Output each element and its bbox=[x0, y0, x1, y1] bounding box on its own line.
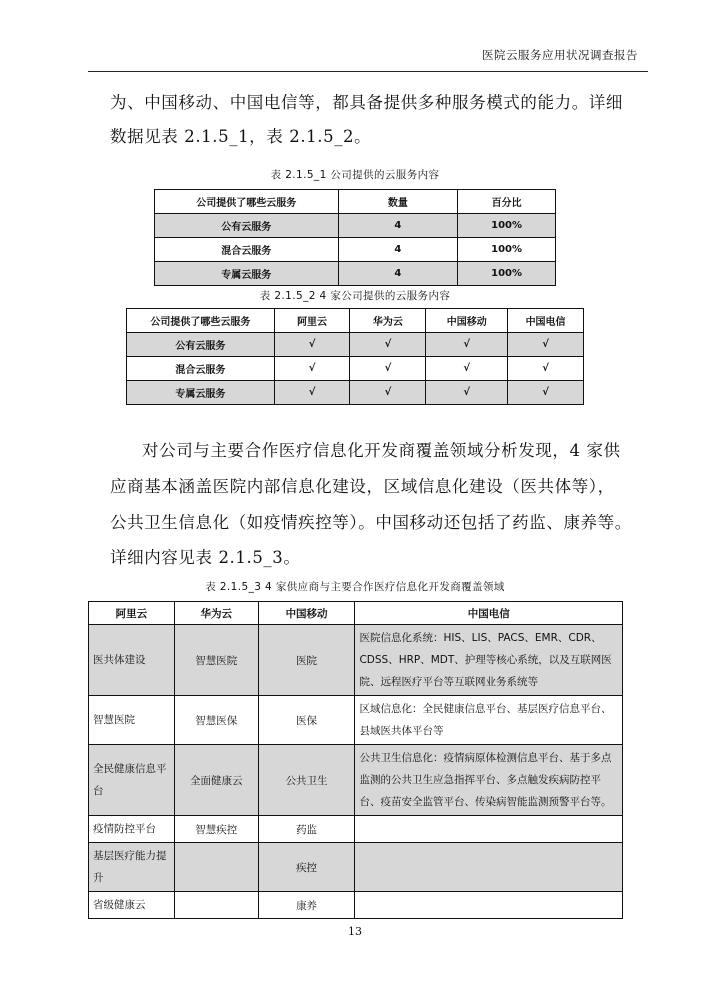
header-cell: 华为云 bbox=[174, 602, 258, 625]
header-cell: 华为云 bbox=[350, 309, 426, 333]
header-cell: 中国移动 bbox=[426, 309, 508, 333]
check-cell: √ bbox=[350, 381, 426, 405]
check-cell: √ bbox=[274, 357, 350, 381]
table-cell: 4 bbox=[338, 262, 458, 286]
table-cell: 医院信息化系统：HIS、LIS、PACS、EMR、CDR、CDSS、HRP、MDT、护理等核心系统，以及互联网医院、远程医疗平台等互联网业务系统等 bbox=[355, 625, 623, 696]
header-cell: 百分比 bbox=[458, 190, 556, 214]
table-cell: 医保 bbox=[258, 696, 355, 745]
table-cell: 区域信息化：全民健康信息平台、基层医疗信息平台、县域医共体平台等 bbox=[355, 696, 623, 745]
body-line-3: 公共卫生信息化（如疫情疾控等）。中国移动还包括了药监、康养等。 bbox=[110, 513, 632, 532]
table-cell: 4 bbox=[338, 214, 458, 238]
header-cell: 中国电信 bbox=[355, 602, 623, 625]
body-line-1: 对公司与主要合作医疗信息化开发商覆盖领域分析发现，4 家供 bbox=[142, 441, 621, 460]
table-row bbox=[89, 745, 623, 816]
table-cell: 混合云服务 bbox=[155, 238, 339, 262]
table-row bbox=[155, 214, 556, 238]
table-cell: 疫情防控平台 bbox=[89, 816, 175, 843]
header-cell: 中国电信 bbox=[508, 309, 584, 333]
table-cell: 药监 bbox=[258, 816, 355, 843]
check-cell: √ bbox=[274, 333, 350, 357]
table-cell: 智慧医院 bbox=[174, 625, 258, 696]
table-row bbox=[89, 625, 623, 696]
check-cell: √ bbox=[350, 333, 426, 357]
table-cloud-services bbox=[154, 189, 556, 286]
table-cell: 混合云服务 bbox=[127, 357, 275, 381]
table-cell: 公共卫生 bbox=[258, 745, 355, 816]
table-cell: 全面健康云 bbox=[174, 745, 258, 816]
table-cell: 医共体建设 bbox=[89, 625, 175, 696]
check-cell: √ bbox=[274, 381, 350, 405]
table-provider-services bbox=[126, 308, 584, 405]
table-cell bbox=[355, 892, 623, 919]
table-header-row bbox=[89, 602, 623, 625]
table-row bbox=[127, 333, 584, 357]
table-cell: 疾控 bbox=[258, 843, 355, 892]
page-number: 13 bbox=[348, 925, 362, 938]
table-cell: 康养 bbox=[258, 892, 355, 919]
header-cell: 阿里云 bbox=[89, 602, 175, 625]
check-cell: √ bbox=[508, 381, 584, 405]
table-cell: 全民健康信息平台 bbox=[89, 745, 175, 816]
table-cell: 4 bbox=[338, 238, 458, 262]
table-cell: 专属云服务 bbox=[127, 381, 275, 405]
table-row bbox=[89, 843, 623, 892]
table-cell: 医院 bbox=[258, 625, 355, 696]
header-cell: 数量 bbox=[338, 190, 458, 214]
table-header-row bbox=[127, 309, 584, 333]
table-cell bbox=[355, 816, 623, 843]
table-row bbox=[89, 696, 623, 745]
table-cell bbox=[174, 892, 258, 919]
table2-caption: 表 2.1.5_2 4 家公司提供的云服务内容 bbox=[259, 290, 451, 302]
check-cell: √ bbox=[426, 357, 508, 381]
table1-caption: 表 2.1.5_1 公司提供的云服务内容 bbox=[270, 169, 440, 181]
table3-caption: 表 2.1.5_3 4 家供应商与主要合作医疗信息化开发商覆盖领域 bbox=[205, 581, 505, 593]
table-cell: 公有云服务 bbox=[155, 214, 339, 238]
table-row bbox=[89, 816, 623, 843]
table-cell: 智慧医保 bbox=[174, 696, 258, 745]
body-line-4: 详细内容见表 2.1.5_3。 bbox=[110, 548, 301, 567]
table-cell: 100% bbox=[458, 238, 556, 262]
table-row bbox=[127, 357, 584, 381]
header-cell: 公司提供了哪些云服务 bbox=[127, 309, 275, 333]
table-cell bbox=[174, 843, 258, 892]
table-cell: 基层医疗能力提升 bbox=[89, 843, 175, 892]
header-rule bbox=[88, 71, 648, 72]
check-cell: √ bbox=[426, 381, 508, 405]
table-cell: 100% bbox=[458, 214, 556, 238]
check-cell: √ bbox=[350, 357, 426, 381]
header-cell: 阿里云 bbox=[274, 309, 350, 333]
header-cell: 公司提供了哪些云服务 bbox=[155, 190, 339, 214]
table-cell: 公有云服务 bbox=[127, 333, 275, 357]
header-title: 医院云服务应用状况调查报告 bbox=[482, 48, 638, 62]
table-header-row bbox=[155, 190, 556, 214]
table-row bbox=[155, 262, 556, 286]
table-cell: 智慧疾控 bbox=[174, 816, 258, 843]
table-cell: 省级健康云 bbox=[89, 892, 175, 919]
header-cell: 中国移动 bbox=[258, 602, 355, 625]
table-row bbox=[89, 892, 623, 919]
table-cell: 100% bbox=[458, 262, 556, 286]
intro-line-1: 为、中国移动、中国电信等，都具备提供多种服务模式的能力。详细 bbox=[110, 93, 623, 112]
table-cell bbox=[355, 843, 623, 892]
intro-line-2: 数据见表 2.1.5_1，表 2.1.5_2。 bbox=[110, 127, 372, 146]
body-line-2: 应商基本涵盖医院内部信息化建设，区域信息化建设（医共体等）， bbox=[110, 477, 615, 496]
table-cell: 智慧医院 bbox=[89, 696, 175, 745]
table-coverage bbox=[88, 601, 623, 919]
table-cell: 专属云服务 bbox=[155, 262, 339, 286]
table-row bbox=[155, 238, 556, 262]
table-row bbox=[127, 381, 584, 405]
check-cell: √ bbox=[426, 333, 508, 357]
check-cell: √ bbox=[508, 333, 584, 357]
check-cell: √ bbox=[508, 357, 584, 381]
table-cell: 公共卫生信息化：疫情病原体检测信息平台、基于多点监测的公共卫生应急指挥平台、多点触发疾病防控平台、疫苗安全监管平台、传染病智能监测预警平台等。 bbox=[355, 745, 623, 816]
